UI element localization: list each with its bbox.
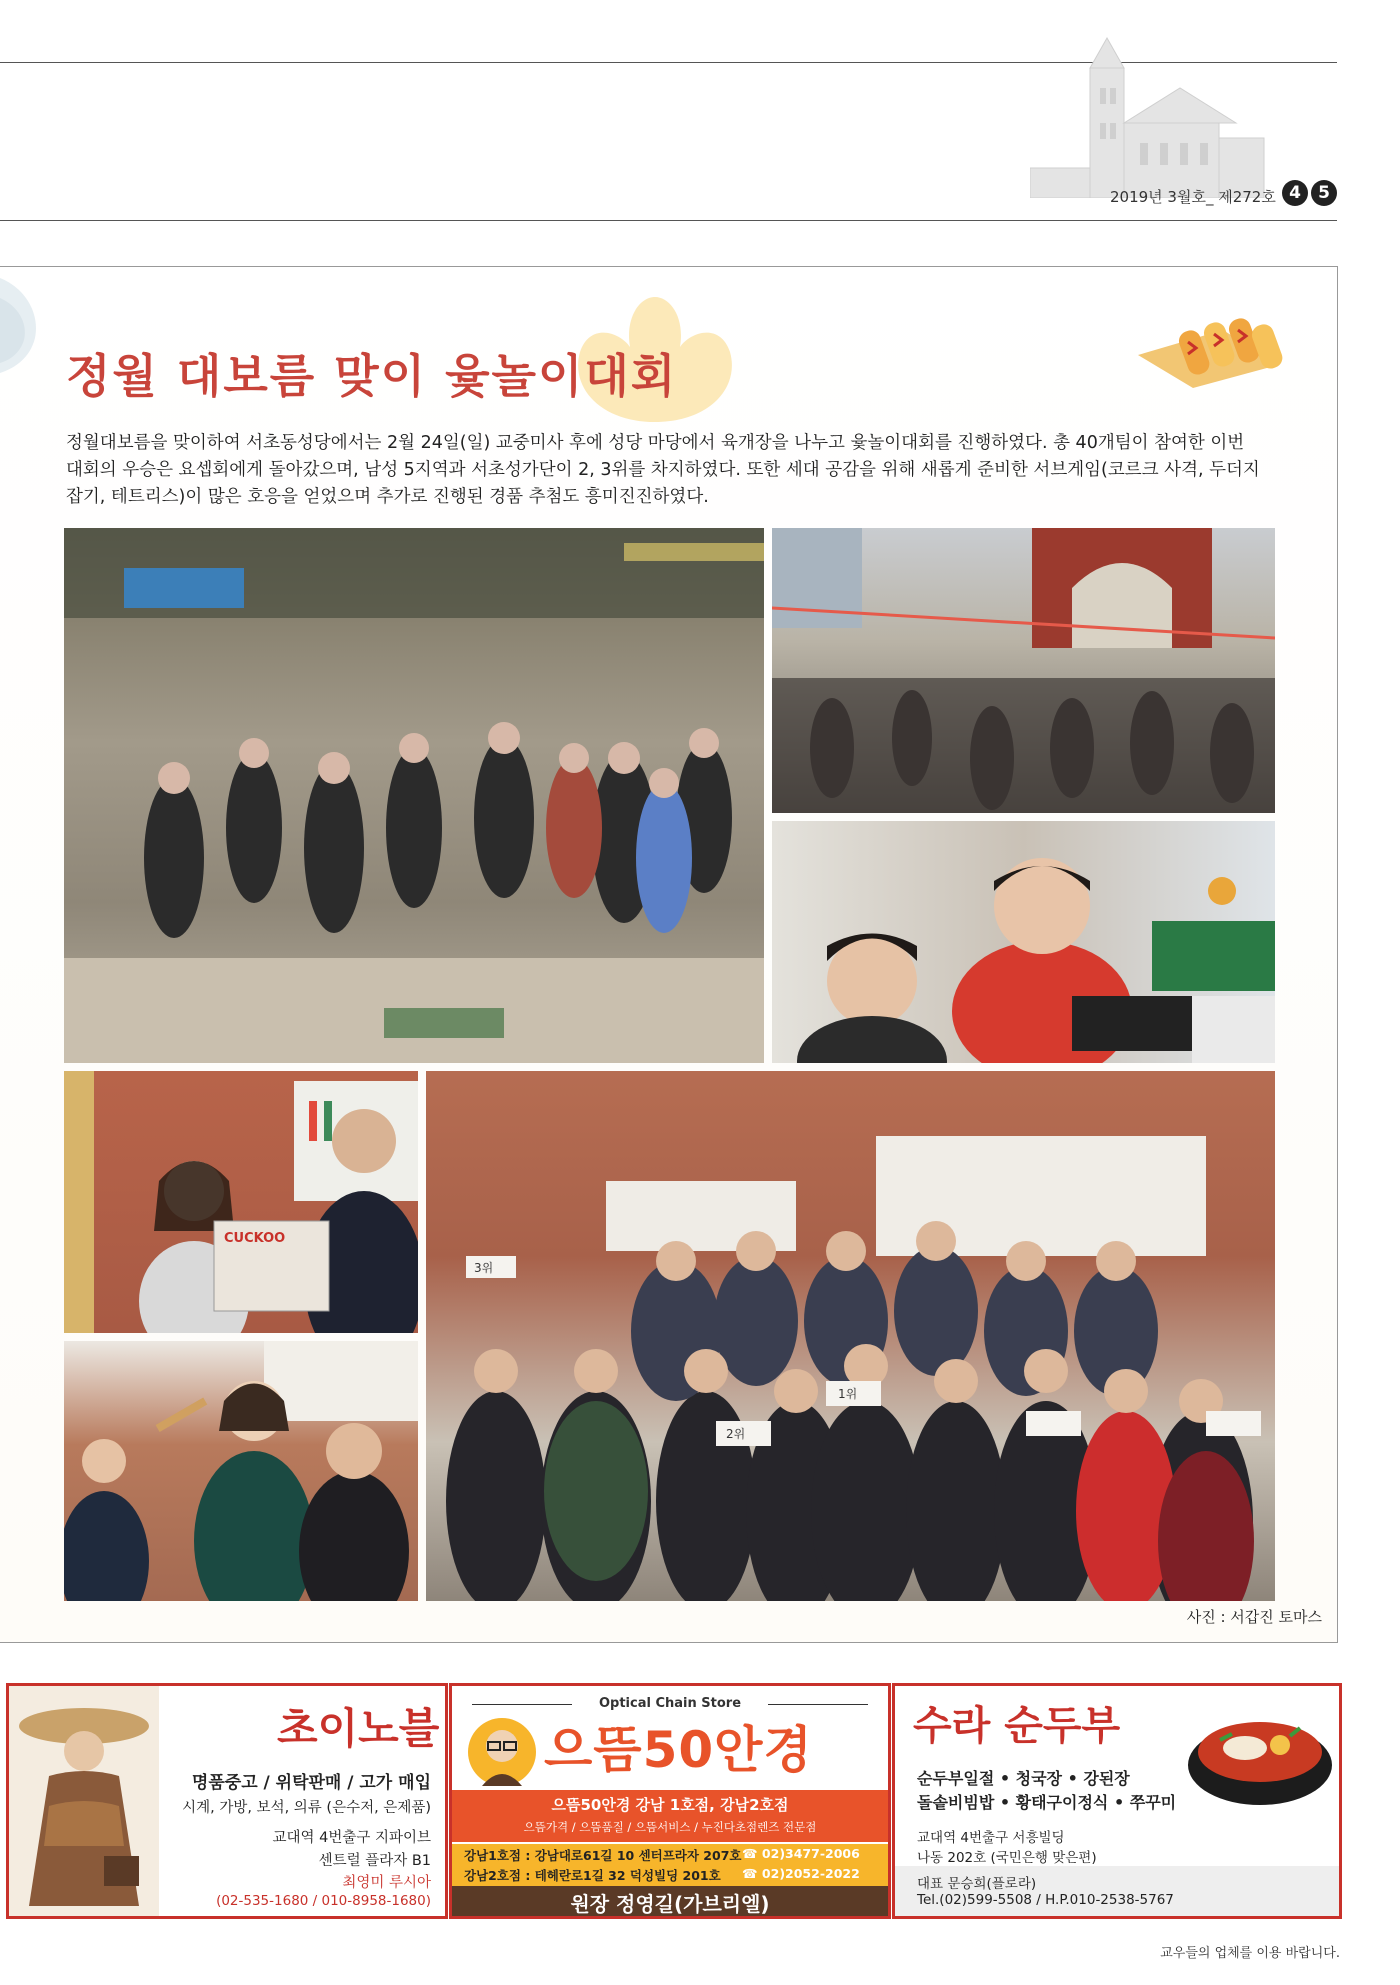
wing-decoration <box>0 268 45 378</box>
group-card-third: 3위 <box>474 1261 494 1275</box>
ad2-name: 으뜸50안경 <box>544 1721 813 1779</box>
ad3-address-1: 교대역 4번출구 서흥빌딩 <box>917 1830 1065 1846</box>
ad3-address-2: 나동 202호 (국민은행 맞은편) <box>917 1850 1097 1866</box>
photo-crowd-courtyard <box>772 528 1275 813</box>
ad1-name: 초이노블 <box>277 1704 440 1753</box>
ad3-representative: 대표 문승희(플로라) <box>917 1876 1037 1892</box>
ad3-tofu-stew-image <box>1180 1690 1335 1810</box>
yut-sticks-icon <box>1128 310 1298 390</box>
group-card-second: 2위 <box>726 1427 746 1441</box>
photo-child-game <box>772 821 1275 1063</box>
ad2-slogan: 으뜸가격 / 으뜸품질 / 으뜸서비스 / 누진다초점렌즈 전문점 <box>523 1820 817 1834</box>
ad2-branch-2: 강남2호점 : 테헤란로1길 32 덕성빌딩 201호 <box>464 1868 721 1883</box>
ad1-owner: 최영미 루시아 <box>342 1875 431 1891</box>
ad3-menu-2: 돌솥비빔밥 • 황태구이정식 • 쭈꾸미 <box>917 1793 1177 1812</box>
ad2-director-avatar <box>466 1716 538 1788</box>
ad2-tel-2: ☎ 02)2052-2022 <box>742 1866 860 1881</box>
ad2-tagline-rule-right <box>768 1704 868 1705</box>
photo-credit: 사진 : 서갑진 토마스 <box>1186 1608 1322 1626</box>
photo-prize-giving <box>64 1071 418 1333</box>
page-number-left: 4 <box>1282 180 1308 206</box>
ad1-phone: (02-535-1680 / 010-8958-1680) <box>216 1893 431 1909</box>
ad2-tel-1: ☎ 02)3477-2006 <box>742 1846 860 1861</box>
group-card-first: 1위 <box>838 1387 858 1401</box>
photo-yut-game <box>64 528 764 1063</box>
article-title: 정월 대보름 맞이 윷놀이대회 <box>66 349 678 403</box>
page-number-right: 5 <box>1311 180 1337 206</box>
ad-eutteum-glasses <box>449 1683 891 1919</box>
ad2-branches: 으뜸50안경 강남 1호점, 강남2호점 <box>551 1796 789 1814</box>
ad1-services: 명품중고 / 위탁판매 / 고가 매입 <box>191 1773 431 1793</box>
church-illustration <box>1030 28 1270 198</box>
issue-label: 2019년 3월호_ 제272호 <box>1110 188 1276 206</box>
ad3-menu-1: 순두부일절 • 청국장 • 강된장 <box>917 1769 1130 1788</box>
ad1-fashion-illustration <box>9 1686 159 1916</box>
ad1-address-2: 센트럴 플라자 B1 <box>318 1853 431 1869</box>
ad2-tagline-rule-left <box>472 1704 572 1705</box>
ad1-address-1: 교대역 4번출구 지파이브 <box>272 1830 431 1846</box>
cuckoo-label: CUCKOO <box>224 1231 286 1246</box>
footer-note: 교우들의 업체를 이용 바랍니다. <box>1160 1946 1340 1961</box>
ad1-items: 시계, 가방, 보석, 의류 (은수저, 은제품) <box>182 1800 431 1816</box>
ad2-tagline: Optical Chain Store <box>598 1696 742 1711</box>
ad2-branch-1: 강남1호점 : 강남대로61길 10 센터프라자 207호 <box>464 1848 742 1863</box>
article-body: 정월대보름을 맞이하여 서초동성당에서는 2월 24일(일) 교중미사 후에 성당 마당에서 육개장을 나누고 윷놀이대회를 진행하였다. 총 40개팀이 참여한 이번 대회의 우승은 요셉회에게 돌아갔으며, 남성 5지역과 서초성가단이 2, 3위를 차지하였다. 또한 세대 공감을 위해 새롭게 준비한 서브게임(코르크 사격, 두더지 잡기, 테트리스)이 많은 호응을 얻었으며 추가로 진행된 경품 추첨도 흥미진진하였다. <box>66 433 1260 507</box>
ad-sura-sundubu <box>892 1683 1342 1919</box>
ad-choi-noble <box>6 1683 448 1919</box>
ad2-director: 원장 정영길(가브리엘) <box>570 1892 770 1916</box>
photo-group <box>426 1071 1275 1601</box>
header-bottom-rule <box>0 220 1337 221</box>
ad3-name: 수라 순두부 <box>913 1703 1121 1749</box>
ad3-phone: Tel.(02)599-5508 / H.P.010-2538-5767 <box>917 1892 1174 1908</box>
photo-cork-shooting <box>64 1341 418 1601</box>
